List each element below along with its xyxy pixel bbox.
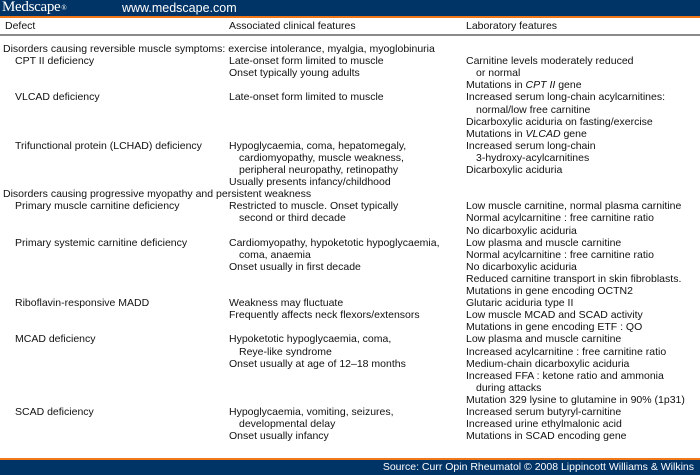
lab-feature: Mutations in CPT II gene: [466, 79, 582, 92]
lab-feature: Low plasma and muscle carnitine: [466, 236, 622, 249]
lab-feature: No dicarboxylic aciduria: [466, 260, 577, 273]
clinical-feature: Hypoglycaemia, coma, hepatomegaly,: [229, 139, 407, 152]
lab-feature: Dicarboxylic aciduria on fasting/exercise: [466, 115, 653, 128]
clinical-feature: Hypoglycaemia, vomiting, seizures,: [229, 406, 394, 418]
defect-name: Primary muscle carnitine deficiency: [15, 200, 180, 213]
footer-bar: [0, 460, 700, 475]
group-title: Disorders causing reversible muscle symptoms: exercise intolerance, myalgia, myoglobinuria: [3, 43, 435, 55]
clinical-feature: second or third decade: [239, 212, 346, 225]
defect-name: Primary systemic carnitine deficiency: [15, 236, 188, 249]
lab-feature: Increased serum long-chain acylcarnitines:: [466, 91, 666, 104]
lab-feature: Glutaric aciduria type II: [466, 297, 574, 310]
lab-feature: Reduced carnitine transport in skin fibroblasts.: [466, 272, 682, 285]
lab-feature: Mutations in gene encoding ETF : QO: [466, 321, 643, 334]
column-header-clinical: Associated clinical features: [229, 20, 356, 32]
clinical-feature: Reye-like syndrome: [239, 345, 332, 358]
clinical-feature: cardiomyopathy, muscle weakness,: [239, 151, 404, 164]
lab-feature: Mutations in gene encoding OCTN2: [466, 285, 633, 297]
lab-feature: Low muscle MCAD and SCAD activity: [466, 309, 643, 322]
lab-feature: Mutations in VLCAD gene: [466, 127, 587, 140]
clinical-feature: Onset usually infancy: [229, 430, 329, 443]
clinical-feature: Weakness may fluctuate: [229, 297, 344, 310]
clinical-feature: peripheral neuropathy, retinopathy: [239, 164, 399, 176]
source-citation: Source: Curr Opin Rheumatol © 2008 Lippincott Williams & Wilkins: [382, 461, 694, 473]
column-header-lab: Laboratory features: [466, 20, 558, 32]
column-header-defect: Defect: [5, 20, 36, 32]
defect-name: MCAD deficiency: [15, 333, 96, 346]
lab-feature: Mutation 329 lysine to glutamine in 90% (1p31): [466, 393, 685, 406]
clinical-feature: Late-onset form limited to muscle: [229, 55, 384, 68]
lab-feature: No dicarboxylic aciduria: [466, 224, 577, 237]
lab-feature: Increased urine ethylmalonic acid: [466, 418, 622, 431]
defect-name: SCAD deficiency: [15, 406, 94, 418]
lab-feature: 3-hydroxy-acylcarnitines: [476, 151, 590, 164]
clinical-feature: Usually presents infancy/childhood: [229, 176, 391, 189]
clinical-feature: Cardiomyopathy, hypoketotic hypoglycaemia,: [229, 236, 440, 249]
logo-mark: ®: [61, 4, 67, 12]
lab-feature: during attacks: [476, 381, 542, 394]
lab-feature: Normal acylcarnitine : free carnitine ratio: [466, 212, 654, 225]
lab-feature: normal/low free carnitine: [476, 103, 591, 116]
clinical-feature: coma, anaemia: [239, 248, 311, 261]
lab-feature: or normal: [476, 67, 521, 80]
clinical-feature: Restricted to muscle. Onset typically: [229, 200, 399, 213]
defect-name: CPT II deficiency: [15, 55, 95, 68]
lab-feature: Low muscle carnitine, normal plasma carnitine: [466, 200, 682, 213]
clinical-feature: Onset usually at age of 12–18 months: [229, 357, 406, 370]
lab-feature: Increased serum butyryl-carnitine: [466, 406, 622, 418]
clinical-feature: Hypoketotic hypoglycaemia, coma,: [229, 333, 392, 346]
lab-feature: Normal acylcarnitine : free carnitine ratio: [466, 248, 654, 261]
lab-feature: Low plasma and muscle carnitine: [466, 333, 622, 346]
defect-name: Trifunctional protein (LCHAD) deficiency: [15, 139, 202, 152]
header-divider: [0, 34, 700, 36]
lab-feature: Carnitine levels moderately reduced: [466, 55, 634, 68]
clinical-feature: Onset usually in first decade: [229, 260, 361, 273]
clinical-feature: Onset typically young adults: [229, 67, 360, 80]
site-url-link[interactable]: www.medscape.com: [122, 1, 237, 15]
defect-name: VLCAD deficiency: [15, 91, 100, 104]
lab-feature: Increased FFA : ketone ratio and ammonia: [466, 369, 664, 382]
clinical-feature: developmental delay: [239, 418, 336, 431]
lab-feature: Increased serum long-chain: [466, 139, 596, 152]
lab-feature: Mutations in SCAD encoding gene: [466, 430, 627, 443]
lab-feature: Medium-chain dicarboxylic aciduria: [466, 357, 630, 370]
lab-feature: Dicarboxylic aciduria: [466, 164, 563, 176]
clinical-feature: Late-onset form limited to muscle: [229, 91, 384, 104]
defect-name: Riboflavin-responsive MADD: [15, 297, 150, 310]
header-bar: [0, 0, 700, 16]
header-accent-line: [0, 16, 700, 18]
logo-text: Medscape: [2, 0, 61, 15]
lab-feature: Increased acylcarnitine : free carnitine ratio: [466, 345, 667, 358]
group-title: Disorders causing progressive myopathy and persistent weakness: [3, 188, 312, 201]
medscape-logo[interactable]: [2, 0, 66, 16]
clinical-feature: Frequently affects neck flexors/extensors: [229, 309, 420, 322]
